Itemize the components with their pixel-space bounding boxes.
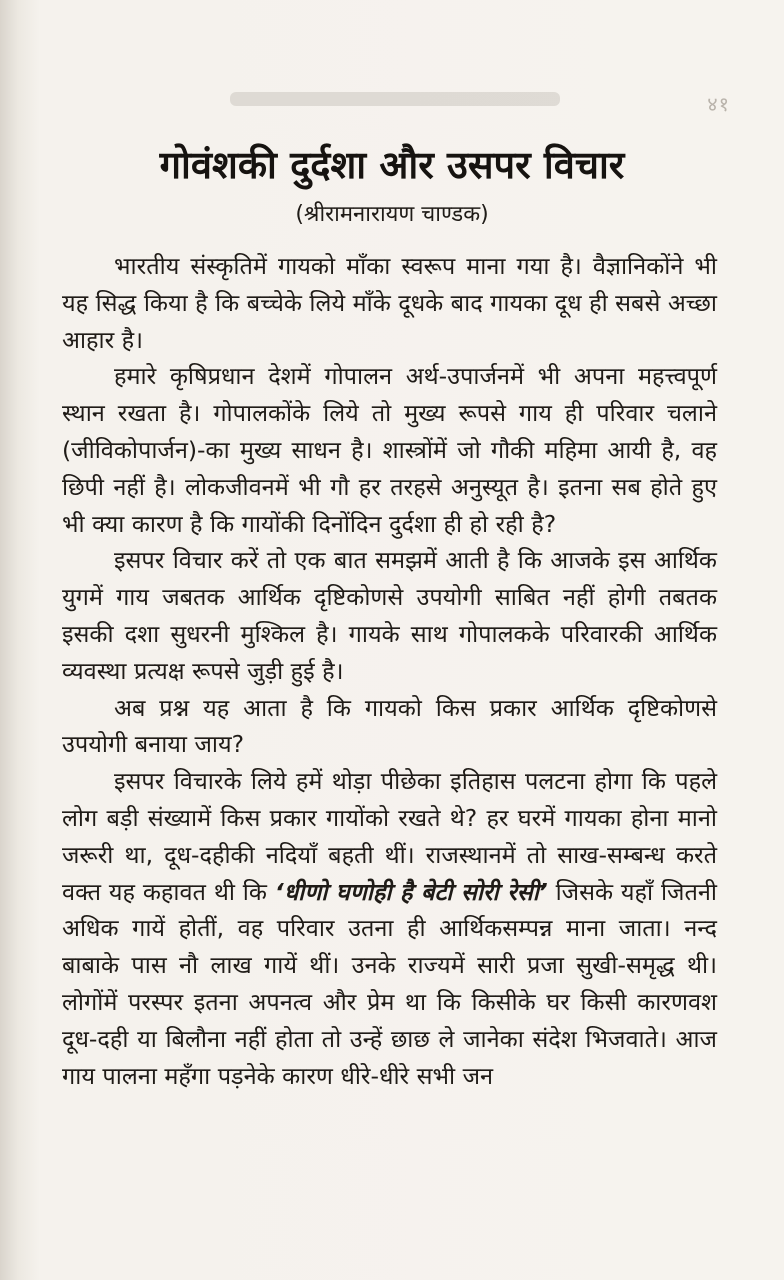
page-number: ४१ (707, 92, 730, 116)
paragraph-5-after: जिसके यहाँ जितनी अधिक गायें होतीं, वह परिवार उतना ही आर्थिकसम्पन्न माना जाता। नन्द बाबाके पास नौ लाख गायें थीं। उनके राज्यमें सारी प्रजा सुखी-समृद्ध थी। लोगोंमें परस्पर इतना अपनत्व और प्रेम था कि किसीके घर किसी कारणवश दूध-दही या बिलौना नहीं होता तो उन्हें छाछ ले जानेका संदेश भिजवाते। आज गाय पालना महँगा पड़नेके कारण धीरे-धीरे सभी जन (62, 877, 717, 1090)
paragraph-1: भारतीय संस्कृतिमें गायको माँका स्वरूप माना गया है। वैज्ञानिकोंने भी यह सिद्ध किया है कि बच्चेके लिये माँके दूधके बाद गायका दूध ही सबसे अच्छा आहार है। (62, 252, 717, 354)
rajasthani-proverb: ‘धीणो घणोही है बेटी सोरी रेसी’ (274, 877, 548, 906)
paragraph-5-before: इसपर विचारके लिये हमें थोड़ा पीछेका इतिहास पलटना होगा कि पहले लोग बड़ी संख्यामें किस प्रकार गायोंको रखते थे? हर घरमें गायका होना मानो जरूरी था, दूध-दहीकी नदियाँ बहती थीं। राजस्थानमें तो साख-सम्बन्ध करते वक्त यह कहावत थी कि (62, 767, 717, 906)
paragraph-3: इसपर विचार करें तो एक बात समझमें आती है कि आजके इस आर्थिक युगमें गाय जबतक आर्थिक दृष्टिकोणसे उपयोगी साबित नहीं होगी तबतक इसकी दशा सुधरनी मुश्किल है। गायके साथ गोपालकके परिवारकी आर्थिक व्यवस्था प्रत्यक्ष रूपसे जुड़ी हुई है। (62, 546, 717, 685)
paragraph-5 (62, 763, 717, 1094)
article-author: (श्रीरामनारायण चाण्डक) (295, 202, 489, 227)
bleed-through-header (230, 92, 560, 106)
article-body (62, 248, 717, 1094)
paragraph-4: अब प्रश्न यह आता है कि गायको किस प्रकार आर्थिक दृष्टिकोणसे उपयोगी बनाया जाय? (62, 693, 717, 759)
article-title: गोवंशकी दुर्दशा और उसपर विचार (159, 143, 625, 187)
paragraph-2: हमारे कृषिप्रधान देशमें गोपालन अर्थ-उपार्जनमें भी अपना महत्त्वपूर्ण स्थान रखता है। गोपालकोंके लिये तो मुख्य रूपसे गाय ही परिवार चलाने (जीविकोपार्जन)-का मुख्य साधन है। शास्त्रोंमें जो गौकी महिमा आयी है, वह छिपी नहीं है। लोकजीवनमें भी गौ हर तरहसे अनुस्यूत है। इतना सब होते हुए भी क्या कारण है कि गायोंकी दिनोंदिन दुर्दशा ही हो रही है? (62, 362, 717, 538)
